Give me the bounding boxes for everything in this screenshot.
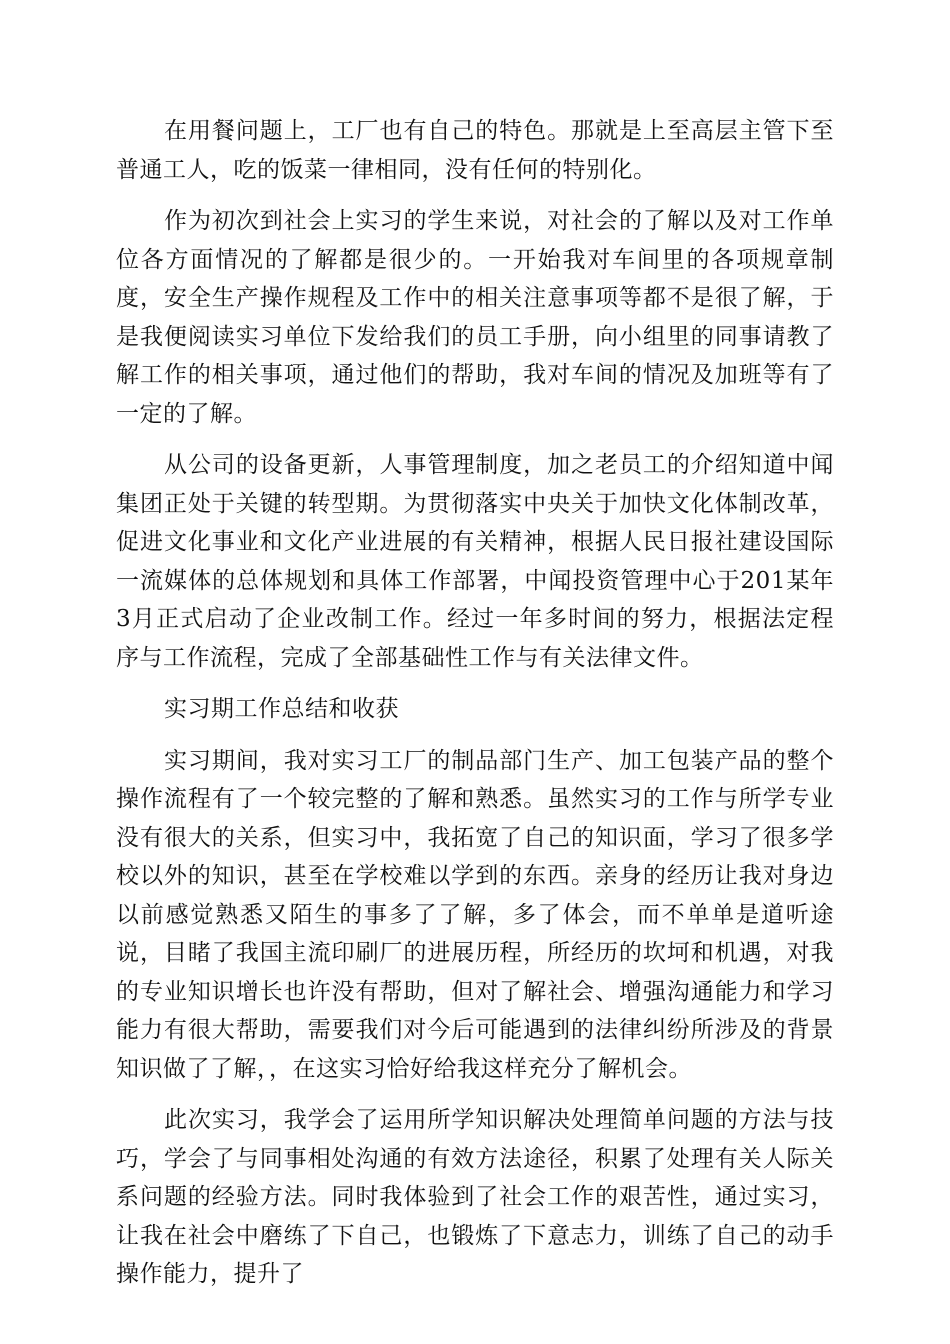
paragraph-first-internship: 作为初次到社会上实习的学生来说，对社会的了解以及对工作单位各方面情况的了解都是很少的。一开始我对车间里的各项规章制度，安全生产操作规程及工作中的相关注意事项等都不是很了解，于是我便阅读实习单位下发给我们的员工手册，向小组里的同事请教了解工作的相关事项，通过他们的帮助，我对车间的情况及加班等有了一定的了解。 — [116, 208, 834, 427]
paragraph-company-reform: 从公司的设备更新，人事管理制度，加之老员工的介绍知道中闻集团正处于关键的转型期。为贯彻落实中央关于加快文化体制改革，促进文化事业和文化产业进展的有关精神，根据人民日报社建设国际一流媒体的总体规划和具体工作部署，中闻投资管理中心于201某年3月正式启动了企业改制工作。经过一年多时间的努力，根据法定程序与工作流程，完成了全部基础性工作与有关法律文件。 — [116, 452, 834, 671]
document-body — [116, 112, 834, 1307]
section-heading: 实习期工作总结和收获 — [164, 696, 399, 722]
paragraph-internship-summary: 实习期间，我对实习工厂的制品部门生产、加工包装产品的整个操作流程有了一个较完整的了解和熟悉。虽然实习的工作与所学专业没有很大的关系，但实习中，我拓宽了自己的知识面，学习了很多学校以外的知识，甚至在学校难以学到的东西。亲身的经历让我对身边以前感觉熟悉又陌生的事多了了解，多了体会，而不单单是道听途说，目睹了我国主流印刷厂的进展历程，所经历的坎坷和机遇，对我的专业知识增长也许没有帮助，但对了解社会、增强沟通能力和学习能力有很大帮助，需要我们对今后可能遇到的法律纠纷所涉及的背景知识做了了解，，在这实习恰好给我这样充分了解机会。 — [116, 747, 834, 1082]
paragraph-skills-learned: 此次实习，我学会了运用所学知识解决处理简单问题的方法与技巧，学会了与同事相处沟通的有效方法途径，积累了处理有关人际关系问题的经验方法。同时我体验到了社会工作的艰苦性，通过实习，让我在社会中磨练了下自己，也锻炼了下意志力，训练了自己的动手操作能力，提升了 — [116, 1107, 834, 1287]
paragraph-dining: 在用餐问题上，工厂也有自己的特色。那就是上至高层主管下至普通工人，吃的饭菜一律相同，没有任何的特别化。 — [116, 118, 834, 183]
